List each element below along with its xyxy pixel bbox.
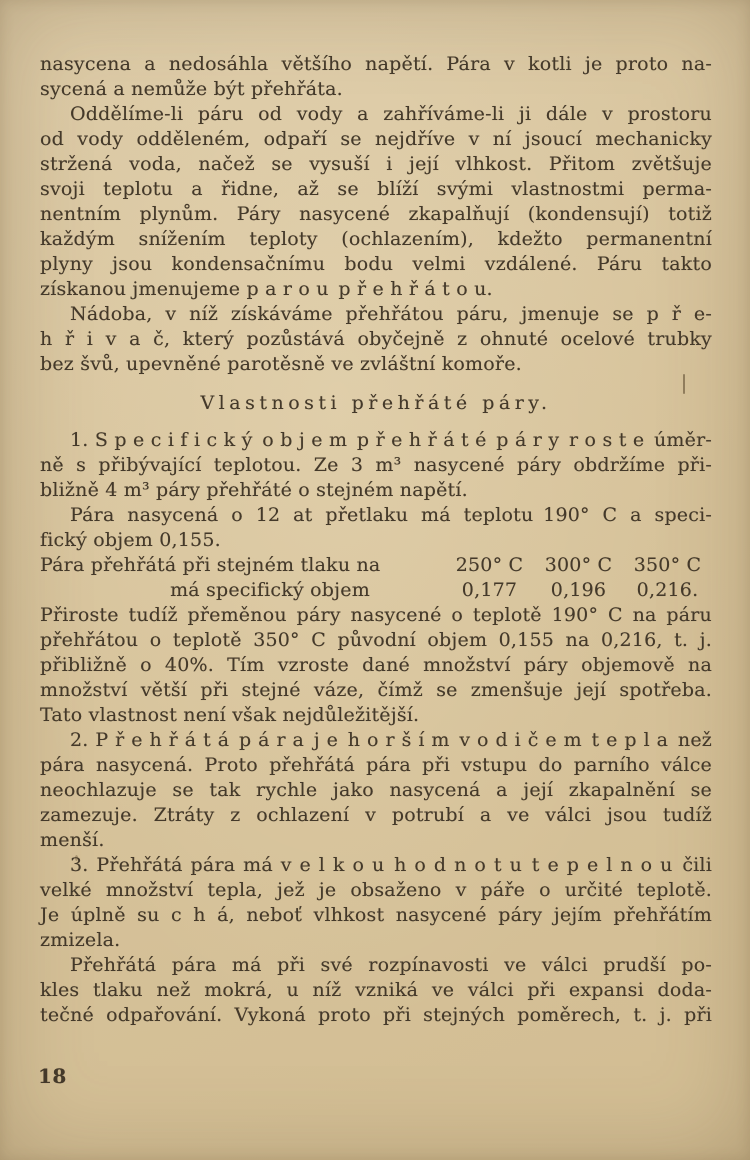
- text-line: od vody odděleném, odpaří se nejdříve v ní jsoucí mechanicky: [40, 128, 712, 150]
- table-cell-volume: 0,216.: [636, 579, 699, 601]
- text-line: tečné odpařování. Vykoná proto při stejných poměrech, t. j. při: [40, 1004, 712, 1026]
- text-line: fický objem 0,155.: [40, 529, 221, 551]
- text-line: zamezuje. Ztráty z ochlazení v potrubí a ve válci jsou tudíž: [40, 804, 712, 826]
- text-line: zmizela.: [40, 929, 121, 951]
- text-line: 2. P ř e h ř á t á p á r a j e h o r š í m v o d i č e m t e p l a než: [70, 729, 712, 751]
- text-line: Přehřátá pára má při své rozpínavosti ve válci prudší po-: [70, 954, 712, 976]
- text-line: bližně 4 m³ páry přehřáté o stejném napětí.: [40, 479, 468, 501]
- text-line: stržená voda, načež se vysuší i její vlhkost. Přitom zvětšuje: [40, 153, 712, 175]
- text-line: získanou jmenujeme p a r o u p ř e h ř á t o u.: [40, 278, 493, 300]
- text-line: Je úplně su c h á, neboť vlhkost nasycené páry jejím přehřátím: [40, 904, 712, 926]
- text-line: přehřátou o teplotě 350° C původní objem 0,155 na 0,216, t. j.: [40, 629, 712, 651]
- text-line: Nádoba, v níž získáváme přehřátou páru, jmenuje se p ř e-: [70, 303, 712, 325]
- text-line: plyny jsou kondensačnímu bodu velmi vzdálené. Páru takto: [40, 253, 712, 275]
- text-line: přibližně o 40%. Tím vzroste dané množství páry objemově na: [40, 654, 712, 676]
- table-cell-temp: 250° C: [455, 554, 524, 576]
- table-row-volumes: [40, 578, 712, 603]
- table-row-label: Pára přehřátá při stejném tlaku na: [40, 554, 381, 576]
- text-line: nentním plynům. Páry nasycené zkapalňují (kondensují) totiž: [40, 203, 712, 225]
- scan-artifact: [683, 374, 685, 394]
- text-line: Přiroste tudíž přeměnou páry nasycené o teplotě 190° C na páru: [40, 604, 712, 626]
- text-line: Tato vlastnost není však nejdůležitější.: [40, 704, 420, 726]
- text-line: 1. S p e c i f i c k ý o b j e m p ř e h ř á t é p á r y r o s t e úměr-: [70, 429, 712, 451]
- text-line: Pára nasycená o 12 at přetlaku má teplotu 190° C a speci-: [70, 504, 712, 526]
- text-line: množství větší při stejné váze, čímž se zmenšuje její spotřeba.: [40, 679, 712, 701]
- text-line: bez švů, upevněné parotěsně ve zvláštní komoře.: [40, 353, 522, 375]
- text-line: každým snížením teploty (ochlazením), kdežto permanentní: [40, 228, 712, 250]
- text-line: pára nasycená. Proto přehřátá pára při vstupu do parního válce: [40, 754, 712, 776]
- text-line: svoji teplotu a řidne, až se blíží svými vlastnostmi perma-: [40, 178, 712, 200]
- text-line: sycená a nemůže být přehřáta.: [40, 78, 343, 100]
- text-line: kles tlaku než mokrá, u níž vzniká ve válci při expansi doda-: [40, 979, 712, 1001]
- text-line: menší.: [40, 829, 105, 851]
- text-line: nasycena a nedosáhla většího napětí. Pára v kotli je proto na-: [40, 53, 712, 75]
- text-line: ně s přibývající teplotou. Ze 3 m³ nasycené páry obdržíme při-: [40, 454, 712, 476]
- scan-speck: [75, 855, 78, 861]
- table-cell-volume: 0,196: [550, 579, 607, 601]
- table-row-label: má specifický objem: [170, 579, 370, 601]
- text-line: velké množství tepla, jež je obsaženo v páře o určité teplotě.: [40, 879, 712, 901]
- table-cell-temp: 300° C: [544, 554, 613, 576]
- table-row-temperatures: [40, 553, 712, 578]
- table-cell-volume: 0,177: [461, 579, 518, 601]
- text-column: [40, 52, 712, 1028]
- section-heading: Vlastnosti přehřáté páry.: [200, 392, 552, 414]
- text-line: 3. Přehřátá pára má v e l k o u h o d n o t u t e p e l n o u čili: [70, 854, 712, 876]
- text-line: Oddělíme-li páru od vody a zahříváme-li ji dále v prostoru: [70, 103, 712, 125]
- text-line: neochlazuje se tak rychle jako nasycená a její zkapalnění se: [40, 779, 712, 801]
- page-number: 18: [38, 1064, 67, 1088]
- table-cell-temp: 350° C: [633, 554, 702, 576]
- text-line: h ř i v a č, který pozůstává obyčejně z ohnuté ocelové trubky: [40, 328, 712, 350]
